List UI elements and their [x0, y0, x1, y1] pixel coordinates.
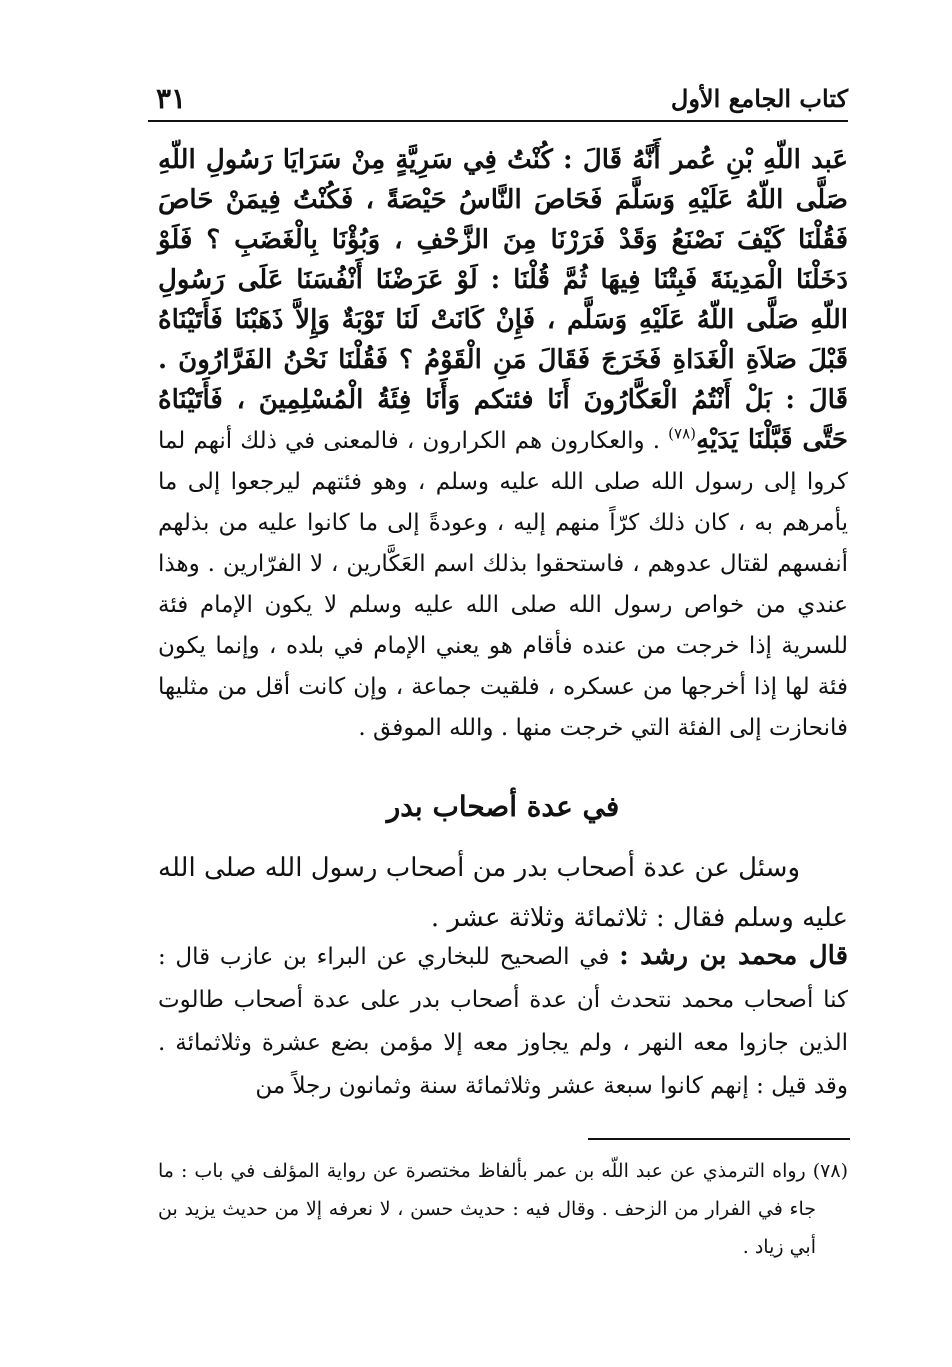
ibn-rushd-text: في الصحيح للبخاري عن البراء بن عازب قال : كنا أصحاب محمد نتحدث أن عدة أصحاب بدر على عدة أصحاب طالوت الذين جازوا معه النهر ، ولم يجاوز معه إلا مؤمن بضع عشرة وثلاثمائة . وقد قيل : إنهم كانوا سبعة عشر وثلاثمائة سنة وثمانون رجلاً من	[158, 944, 848, 1099]
section-question-text: وسئل عن عدة أصحاب بدر من أصحاب رسول الله صلى الله عليه وسلم فقال : ثلاثمائة وثلاثة عشر .	[158, 853, 848, 933]
footnote-reference: (٧٨)	[668, 424, 697, 443]
footnote-divider	[588, 1138, 850, 1140]
footnote-body	[158, 1152, 848, 1266]
page-number: ٣١	[156, 82, 187, 115]
running-title: كتاب الجامع الأول	[670, 84, 848, 113]
main-text	[158, 140, 848, 748]
footnote	[158, 1152, 848, 1266]
hadith-text: عَبد اللّهِ بْنِ عُمر أَنَّهُ قَالَ : كُنْتُ فِي سَرِيَّةٍ مِنْ سَرَايَا رَسُولِ اللّهِ صَلَّى اللّهُ عَلَيْهِ وَسَلَّمَ فَحَاصَ النَّاسُ حَيْصَةً ، فَكُنْتُ فِيمَنْ حَاصَ فَقُلْنَا كَيْفَ نَصْنَعُ وَقَدْ فَرَرْنَا مِنَ الزَّحْفِ ، وَبُؤْنَا بِالْغَضَبِ ؟ فَلَوْ دَخَلْنَا الْمَدِينَةَ فَبِتْنَا فِيهَا ثُمَّ قُلْنَا : لَوْ عَرَضْنَا أَنْفُسَنَا عَلَى رَسُولِ اللّهِ صَلَّى اللّهُ عَلَيْهِ وَسَلَّم ، فَإِنْ كَانَتْ لَنَا تَوْبَةٌ وَإِلاَّ ذَهَبْنَا فَأَتَيْنَاهُ قَبْلَ صَلاَةِ الْغَدَاةِ فَخَرَجَ فَقَالَ مَنِ الْقَوْمُ ؟ فَقُلْنَا نَحْنُ الفَرَّارُونَ . قَالَ : بَلْ أَنْتُمُ الْعَكَّارُونَ أَنَا فئتكم وَأَنَا فِئَةُ الْمُسْلِمِينَ ، فَأَتَيْنَاهُ حَتَّى قَبَّلْنَا يَدَيْهِ	[158, 145, 848, 455]
speaker-label: قال محمد بن رشد :	[619, 941, 849, 971]
footnote-text: رواه الترمذي عن عبد اللّه بن عمر بألفاظ مختصرة عن رواية المؤلف في باب : ما جاء في الفرار من الزحف . وقال فيه : حديث حسن ، لا نعرفه إلا من حديث يزيد بن أبي زياد .	[158, 1160, 816, 1258]
section-question	[158, 843, 848, 943]
section-title: في عدة أصحاب بدر	[386, 790, 620, 823]
footnote-marker: (٧٨)	[812, 1160, 848, 1182]
ibn-rushd-commentary	[158, 935, 848, 1108]
page-header	[148, 70, 848, 122]
commentary-text: . والعكارون هم الكرارون ، فالمعنى في ذلك أنهم لما كروا إلى رسول الله صلى الله عليه وسلم ، وهو فئتهم ليرجعوا إلى ما يأمرهم به ، كان ذلك كرّاً منهم إليه ، وعودةً إلى ما كانوا عليه من بذلهم أنفسهم لقتال عدوهم ، فاستحقوا بذلك اسم العَكَّارين ، لا الفرّارين . وهذا عندي من خواص رسول الله صلى الله عليه وسلم لا يكون الإمام فئة للسرية إذا خرجت من عنده فأقام هو يعني الإمام في بلده ، وإنما يكون فئة لها إذا أخرجها من عسكره ، فلقيت جماعة ، وإن كانت أقل من مثليها فانحازت إلى الفئة التي خرجت منها . والله الموفق .	[158, 428, 848, 741]
hadith-paragraph	[158, 140, 848, 748]
